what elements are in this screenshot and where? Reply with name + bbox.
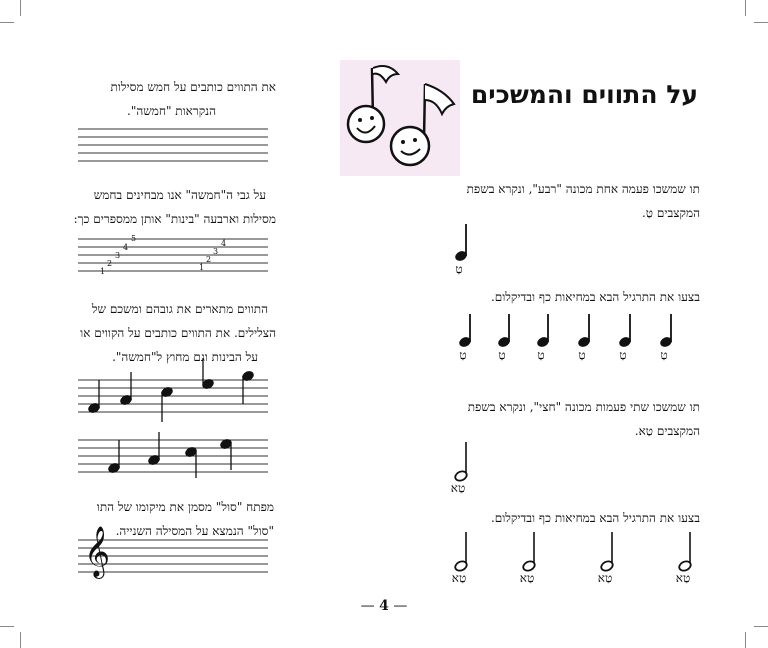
quarter-syllable: טַ — [455, 262, 463, 276]
clef-intro-line-2: "סול" הנמצא על המסילה השנייה. — [115, 524, 274, 538]
quarter-intro-line-2: המקצבים טַ. — [641, 206, 700, 220]
exercise-1-instruction: בצעו את התרגיל הבא במחיאות כף ובדיקלום. — [490, 290, 700, 304]
crop-mark — [754, 626, 768, 627]
notes-on-staff-quarters-2 — [78, 430, 268, 474]
line-number: 4 — [123, 243, 129, 252]
crop-mark — [20, 0, 21, 16]
exercise-1-syllable: טַ — [498, 348, 506, 362]
exercise-2-note — [672, 530, 696, 572]
staff-intro-line-2: הנקראות "חמשה". — [127, 104, 216, 118]
exercise-2-syllable: טַא — [451, 571, 467, 585]
page-number-block — [354, 598, 414, 614]
page-number: 4 — [379, 598, 389, 614]
space-number: 1 — [199, 263, 205, 272]
exercise-1-syllable: טַ — [660, 348, 668, 362]
lines-intro-line-1: על גבי ה"חמשה" אנו מבחינים בחמש — [93, 188, 266, 202]
crop-mark — [0, 626, 14, 627]
exercise-2-note — [594, 530, 618, 572]
clef-intro-line-1: מפתח "סול" מסמן את מיקומו של התו — [96, 500, 274, 514]
exercise-1-syllable: טַ — [578, 348, 586, 362]
quarter-intro-line-1: תו שמשכו פעמה אחת מכונה "רבע", ונקרא בשפת — [466, 182, 700, 196]
half-intro-line-2: המקצבים טַא. — [634, 424, 700, 438]
exercise-2-note — [516, 530, 540, 572]
exercise-2-syllable: טַא — [519, 571, 535, 585]
line-number: 1 — [100, 267, 106, 276]
exercise-2-note — [448, 530, 472, 572]
space-number: 4 — [221, 239, 227, 248]
exercise-2-syllable: טַא — [597, 571, 613, 585]
crop-mark — [745, 0, 746, 16]
page-number-dash: — — [393, 598, 408, 614]
page-number-dash: — — [360, 598, 375, 614]
exercise-1-syllable: טַ — [619, 348, 627, 362]
notes-intro-line-1: התווים מתארים את גובהם ומשכם של — [91, 302, 268, 316]
exercise-2-syllable: טַא — [675, 571, 691, 585]
half-note-icon — [448, 440, 472, 482]
crop-mark — [20, 632, 21, 648]
page-title: על התווים והמשכים — [470, 80, 698, 109]
exercise-2-instruction: בצעו את התרגיל הבא במחיאות כף ובדיקלום. — [490, 511, 700, 525]
half-syllable: טַא — [450, 481, 466, 495]
smiling-notes-icon — [340, 60, 460, 176]
half-intro-line-1: תו שמשכו שתי פעמות מכונה "חצי", ונקרא בשפת — [467, 400, 700, 414]
lines-intro-line-2: מסילות וארבעה "בינות" אותן ממספרים כך: — [73, 212, 276, 226]
crop-mark — [754, 22, 768, 23]
notes-on-staff-quarters — [78, 364, 268, 414]
treble-clef-icon: 𝄞 — [84, 526, 111, 577]
notes-intro-line-2: הצלילים. את התווים כותבים על הקווים או — [80, 326, 276, 340]
empty-staff — [78, 128, 268, 164]
line-number: 3 — [115, 251, 121, 260]
space-number: 3 — [213, 247, 219, 256]
crop-mark — [745, 632, 746, 648]
exercise-1-syllable: טַ — [537, 348, 545, 362]
line-number: 5 — [131, 234, 137, 243]
crop-mark — [0, 22, 14, 23]
space-number: 2 — [206, 255, 212, 264]
exercise-1-syllable: טַ — [459, 348, 467, 362]
notes-intro-line-3: על הבינות וגם מחוץ ל"חמשה". — [112, 350, 258, 364]
line-number: 2 — [107, 259, 113, 268]
staff-intro-line-1: את התווים כותבים על חמש מסילות — [110, 80, 276, 94]
numbered-staff — [78, 234, 268, 278]
quarter-note-icon — [448, 222, 472, 262]
